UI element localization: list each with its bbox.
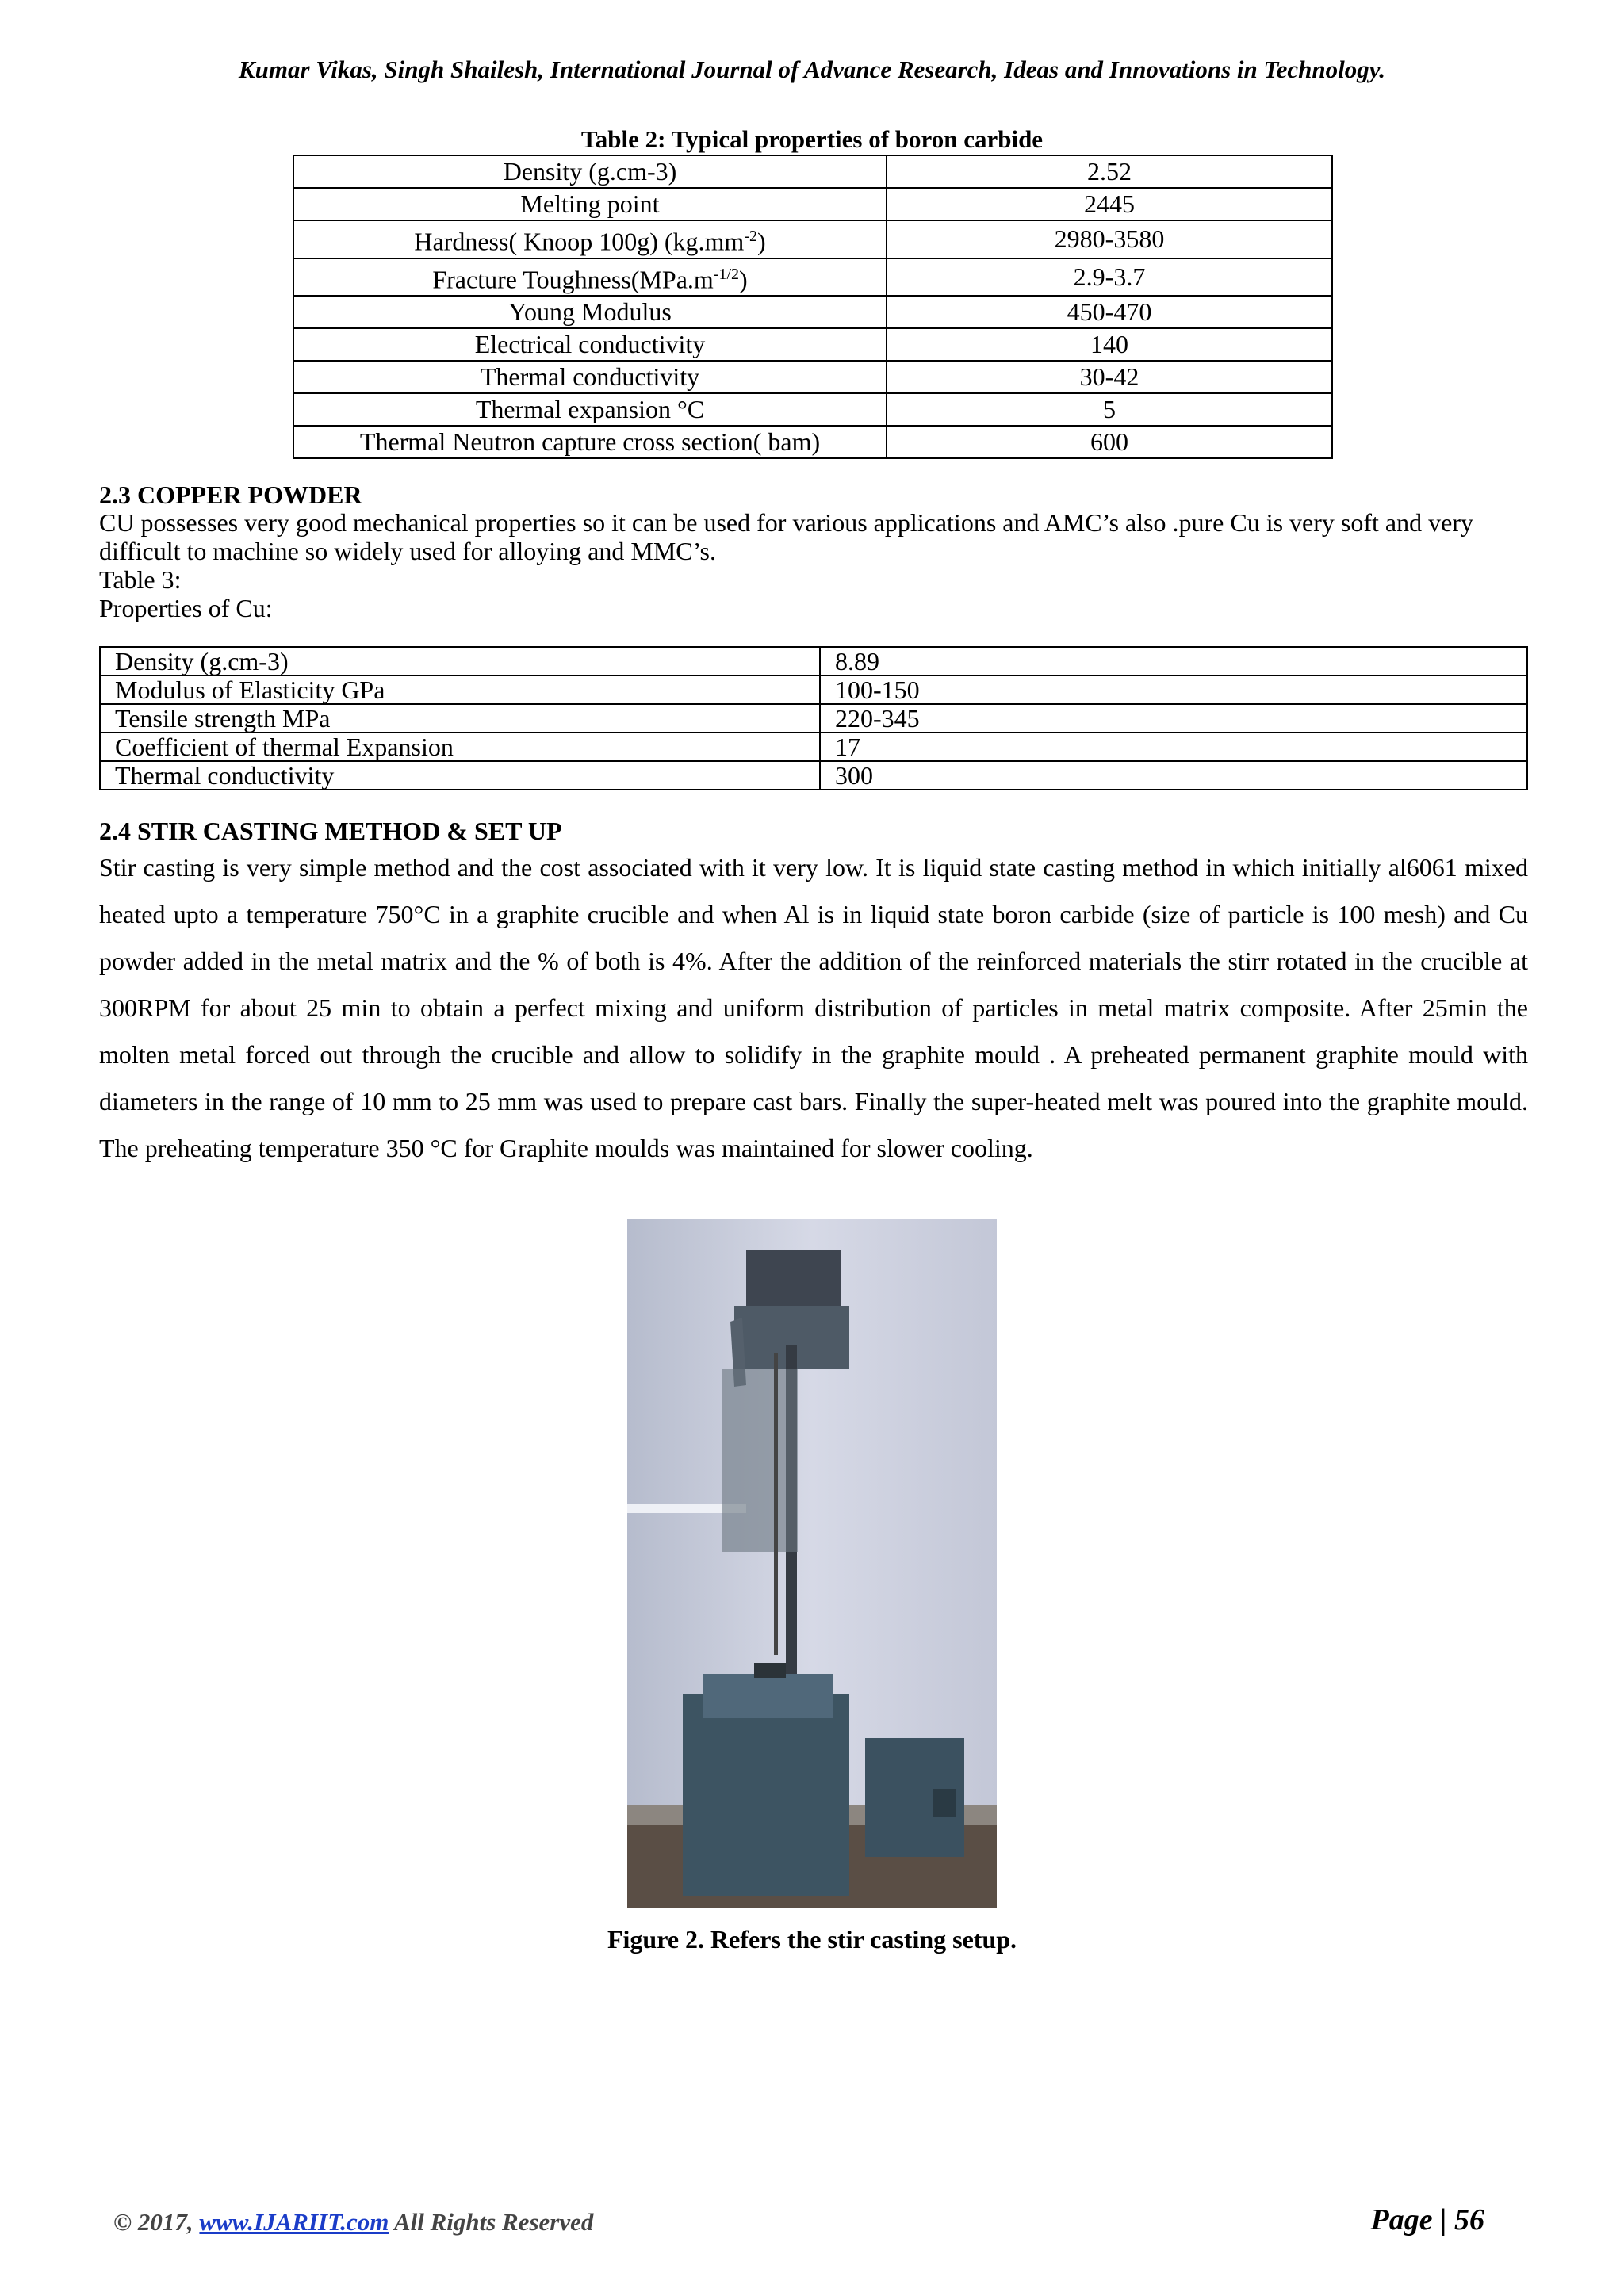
property-cell: Electrical conductivity [293,328,887,361]
boron-carbide-properties-table [293,155,1333,459]
table-row [293,188,1332,220]
value-cell: 2.9-3.7 [887,258,1332,297]
table3-label: Table 3: [99,565,182,594]
table-row [293,361,1332,393]
value-cell: 17 [820,733,1527,761]
section-heading-stir-casting: 2.4 STIR CASTING METHOD & SET UP [99,817,562,845]
property-cell: Coefficient of thermal Expansion [100,733,820,761]
property-cell: Young Modulus [293,296,887,328]
copper-powder-text: CU possesses very good mechanical properties so it can be used for various applications and AMC’s also .pure Cu is very soft and very difficult to machine so widely used for alloying and MMC’s. [99,508,1473,565]
table2-caption: Table 2: Typical properties of boron carbide [580,125,1044,153]
table-row [100,647,1527,675]
stir-casting-setup-photo [627,1219,997,1908]
property-cell: Melting point [293,188,887,220]
property-cell: Thermal expansion °C [293,393,887,426]
property-cell: Thermal conductivity [100,761,820,790]
table-row [293,258,1332,297]
property-cell: Thermal Neutron capture cross section( bam) [293,426,887,458]
table-row [100,733,1527,761]
table-row [293,426,1332,458]
property-cell: Hardness( Knoop 100g) $(kg.mm^{-2})$ [293,220,887,258]
copper-properties-table [99,646,1528,790]
table-row [100,761,1527,790]
value-cell: 220-345 [820,704,1527,733]
stir-casting-paragraph: Stir casting is very simple method and the cost associated with it very low. It is liquid state casting method in which initially al6061 mixed heated upto a temperature 750°C in a graphite crucible and when Al is in liquid state boron carbide (size of particle is 100 mesh) and Cu powder added in the metal matrix and the % of both is 4%. After the addition of the reinforced materials the stirr rotated in the crucible at 300RPM for about 25 min to obtain a perfect mixing and uniform distribution of particles in metal matrix composite. After 25min the molten metal forced out through the crucible and allow to solidify in the graphite mould . A preheated permanent graphite mould with diameters in the range of 10 mm to 25 mm was used to prepare cast bars. Finally the super-heated melt was poured into the graphite mould. The preheating temperature 350 °C for Graphite moulds was maintained for slower cooling. [99,853,1528,1162]
footer-copyright: © 2017, www.IJARIIT.com All Rights Reserved [113,2208,594,2236]
property-cell: Tensile strength MPa [100,704,820,733]
table-row [293,393,1332,426]
copper-powder-paragraph [99,508,1528,622]
running-header: Kumar Vikas, Singh Shailesh, International Journal of Advance Research, Ideas and Innovations in Technology. [238,55,1386,83]
value-cell: 100-150 [820,675,1527,704]
value-cell: 2.52 [887,155,1332,188]
property-cell: Modulus of Elasticity GPa [100,675,820,704]
value-cell: 30-42 [887,361,1332,393]
value-cell: 300 [820,761,1527,790]
table-row [100,704,1527,733]
table-row [293,328,1332,361]
property-cell: Thermal conductivity [293,361,887,393]
value-cell: 2445 [887,188,1332,220]
property-cell: Density (g.cm-3) [293,155,887,188]
figure-caption: Figure 2. Refers the stir casting setup. [607,1925,1017,1954]
value-cell: 2980-3580 [887,220,1332,258]
value-cell: 8.89 [820,647,1527,675]
property-cell: Density (g.cm-3) [100,647,820,675]
value-cell: 450-470 [887,296,1332,328]
table-row [293,220,1332,258]
value-cell: 600 [887,426,1332,458]
journal-link[interactable]: www.IJARIIT.com [199,2208,389,2236]
table-row [293,296,1332,328]
section-heading-copper-powder: 2.3 COPPER POWDER [99,480,362,509]
page-number: Page | 56 [1370,2203,1484,2237]
value-cell: 140 [887,328,1332,361]
table-row [100,675,1527,704]
value-cell: 5 [887,393,1332,426]
table3-title: Properties of Cu: [99,594,273,622]
table-row [293,155,1332,188]
property-cell: Fracture $Toughness(MPa.m^{-1/2})$ [293,258,887,297]
